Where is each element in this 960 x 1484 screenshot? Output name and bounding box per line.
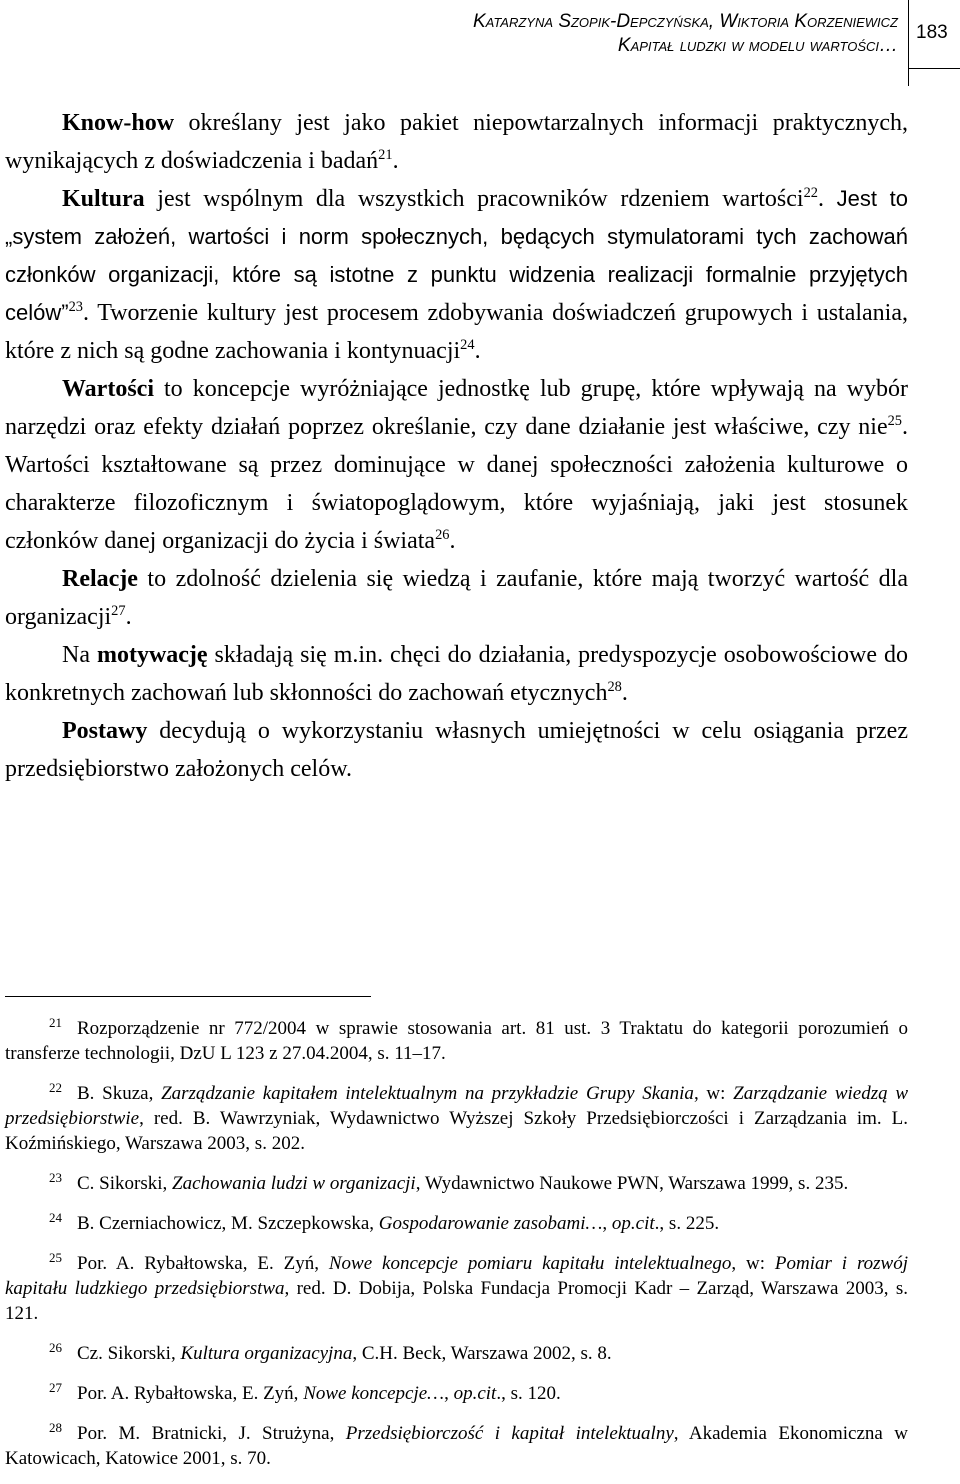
- footnote-title: Nowe koncepcje pomiaru kapitału intelektualnego: [328, 1253, 732, 1274]
- footnote: [5, 1335, 908, 1366]
- footnote: [5, 1205, 908, 1236]
- paragraph-text: decydują o wykorzystaniu własnych umiejętności w celu osiągania przez przedsiębiorstwo założonych celów.: [5, 718, 908, 782]
- footnote-title: Gospodarowanie zasobami…: [378, 1213, 603, 1234]
- paragraph-text: .: [392, 148, 399, 174]
- footnote-text: Por. M. Bratnicki, J. Strużyna,: [77, 1423, 346, 1444]
- footnote-ref[interactable]: 26: [435, 527, 450, 543]
- footnote-text: , Wydawnictwo Naukowe PWN, Warszawa 1999, s. 235.: [415, 1173, 849, 1194]
- footnote-number: 21: [49, 1015, 62, 1030]
- footnote-title: Nowe koncepcje…: [303, 1383, 445, 1404]
- paragraph-text: .: [125, 604, 132, 630]
- header-title: Kapitał ludzki w modelu wartości…: [617, 35, 898, 56]
- footnote-ref[interactable]: 23: [68, 299, 83, 315]
- footnote-text: , red. B. Wawrzyniak, Wydawnictwo Wyższej Szkoły Przedsiębiorczości i Zarządzania im. L. Koźmińskiego, Warszawa 2003, s. 202.: [5, 1108, 908, 1154]
- footnote-text: Rozporządzenie nr 772/2004 w sprawie stosowania art. 81 ust. 3 Traktatu do kategorii porozumień o transferze technologii, DzU L 123 z 27.04.2004, s. 11–17.: [5, 1018, 908, 1064]
- paragraph-text: składają się m.in. chęci do działania, predyspozycje osobowościowe do konkretnych zachowań lub skłonności do zachowań etycznych: [5, 642, 909, 706]
- footnote-title: Zarządzanie kapitałem intelektualnym na przykładzie Grupy Skania: [161, 1083, 694, 1104]
- paragraph-postawy: [5, 712, 908, 788]
- footnote: [5, 1245, 908, 1326]
- footnote-text: , w:: [693, 1083, 734, 1104]
- footnote: [5, 1075, 908, 1156]
- footnote-text: ., s. 120.: [496, 1383, 561, 1404]
- footnote-text: B. Skuza,: [77, 1083, 162, 1104]
- paragraph-text: to koncepcje wyróżniające jednostkę lub grupę, które wpływają na wybór narzędzi oraz efekty działań poprzez określanie, czy dane działanie jest właściwe, czy nie: [5, 376, 908, 440]
- footnote-number: 28: [49, 1420, 62, 1435]
- footnote-number: 26: [49, 1340, 62, 1355]
- footnote: [5, 1165, 908, 1196]
- footnote-ref[interactable]: 21: [378, 147, 393, 163]
- footnote-ref[interactable]: 22: [803, 185, 818, 201]
- footnote-number: 22: [49, 1080, 62, 1095]
- paragraph-text: .: [621, 680, 628, 706]
- footnote: [5, 1415, 908, 1471]
- footnote-title: Przedsiębiorczość i kapitał intelektualny: [345, 1423, 674, 1444]
- paragraph-wartosci: [5, 370, 908, 560]
- paragraph-text: określany jest jako pakiet niepowtarzalnych informacji praktycznych, wynikających z doświadczenia i badań: [5, 110, 908, 174]
- footnote-text: Por. A. Rybałtowska, E. Zyń,: [77, 1253, 329, 1274]
- body-text: [5, 104, 908, 788]
- paragraph-relacje: [5, 560, 908, 636]
- footnote-text: Cz. Sikorski,: [77, 1343, 181, 1364]
- footnote-number: 24: [49, 1210, 62, 1225]
- footnote-ref[interactable]: 25: [887, 413, 902, 429]
- term: motywację: [96, 642, 208, 668]
- footnote-text: Por. A. Rybałtowska, E. Zyń,: [77, 1383, 304, 1404]
- footnote-title: Kultura organizacyjna: [180, 1343, 353, 1364]
- footnote-text: ,: [602, 1213, 612, 1234]
- paragraph-text: .: [449, 528, 456, 554]
- term: Postawy: [62, 718, 148, 744]
- term: Kultura: [62, 186, 145, 212]
- paragraph-text: .: [817, 186, 837, 212]
- paragraph-text: . Tworzenie kultury jest procesem zdobywania doświadczeń grupowych i ustalania, które z nich są godne zachowania i kontynuacji: [5, 300, 908, 364]
- footnote-number: 23: [49, 1170, 62, 1185]
- footnote-title: op.cit: [453, 1383, 497, 1404]
- footnote: [5, 1375, 908, 1406]
- footnote-title: op.cit: [611, 1213, 655, 1234]
- footnote-ref[interactable]: 28: [607, 679, 622, 695]
- footnote-text: ., s. 225.: [654, 1213, 720, 1234]
- running-header: [0, 0, 960, 86]
- term: Relacje: [62, 566, 138, 592]
- footnote-ref[interactable]: 27: [111, 603, 126, 619]
- header-vertical-rule: [908, 0, 909, 86]
- footnote: [5, 1010, 908, 1066]
- quotation-text: Jest to „system założeń, wartości i norm społecznych, będących stymulatorami tych zachowań członków organizacji, które są istotne z punktu widzenia realizacji formalnie przyjętych celów”: [5, 186, 909, 325]
- footnote-text: , red. D. Dobija, Polska Fundacja Promocji Kadr – Zarząd, Warszawa 2003, s. 121.: [5, 1278, 908, 1324]
- footnote-text: ,: [444, 1383, 454, 1404]
- footnote-title: Pomiar i rozwój kapitału ludzkiego przedsiębiorstwa: [5, 1253, 908, 1299]
- footnote-text: , Akademia Ekonomiczna w Katowicach, Katowice 2001, s. 70.: [5, 1423, 908, 1469]
- footnote-text: C. Sikorski,: [77, 1173, 173, 1194]
- paragraph-kultura: [5, 180, 908, 370]
- footnote-number: 25: [49, 1250, 62, 1265]
- footnote-separator: [5, 996, 371, 997]
- paragraph-know-how: [5, 104, 908, 180]
- footnotes: [5, 1010, 908, 1480]
- header-authors: Katarzyna Szopik-Depczyńska, Wiktoria Korzeniewicz: [472, 11, 898, 32]
- header-horizontal-rule: [908, 68, 960, 69]
- footnote-text: , C.H. Beck, Warszawa 2002, s. 8.: [352, 1343, 612, 1364]
- paragraph-text: to zdolność dzielenia się wiedzą i zaufanie, które mają tworzyć wartość dla organizacji: [5, 566, 908, 630]
- term: Know-how: [62, 110, 175, 136]
- footnote-title: Zachowania ludzi w organizacji: [172, 1173, 416, 1194]
- footnote-text: , w:: [731, 1253, 775, 1274]
- paragraph-text: .: [474, 338, 481, 364]
- footnote-text: B. Czerniachowicz, M. Szczepkowska,: [77, 1213, 379, 1234]
- page-number: 183: [916, 22, 948, 43]
- paragraph-text: jest wspólnym dla wszystkich pracowników rdzeniem wartości: [144, 186, 804, 212]
- paragraph-text: Na: [62, 642, 97, 668]
- footnote-title: Zarządzanie wiedzą w przedsiębiorstwie: [5, 1083, 908, 1129]
- footnote-number: 27: [49, 1380, 62, 1395]
- footnote-ref[interactable]: 24: [460, 337, 475, 353]
- paragraph-text: . Wartości kształtowane są przez dominujące w danej społeczności założenia kulturowe o charakterze filozoficznym i światopoglądowym, które wyjaśniają, jaki jest stosunek członków danej organizacji do życia i świata: [5, 414, 908, 554]
- paragraph-motywacja: [5, 636, 908, 712]
- term: Wartości: [62, 376, 154, 402]
